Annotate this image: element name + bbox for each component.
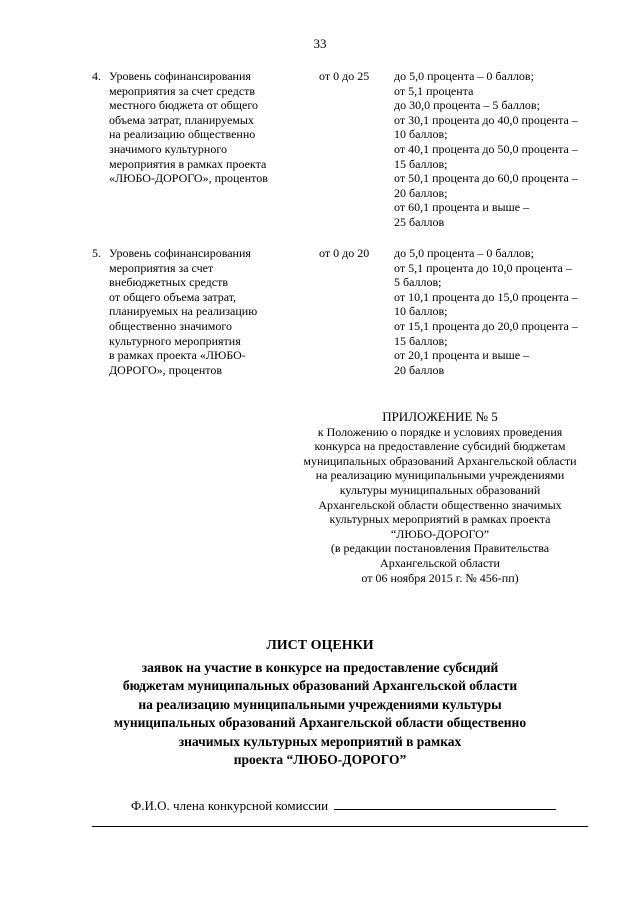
score-line: от 40,1 процента до 50,0 процента – [394,141,578,156]
appendix-line: “ЛЮБО-ДОРОГО” [390,526,490,541]
score-line: 20 баллов; [394,185,448,200]
text-line: от общего объема затрат, [109,289,237,304]
score-line: 5 баллов; [394,275,442,290]
text-line: значимого культурного [109,141,227,156]
sheet-subtitle [0,659,640,769]
text-line: мероприятия за счет [109,260,214,275]
text-line: мероприятия за счет средств [109,83,256,98]
text-line: культурного мероприятия [109,333,241,348]
text-line: «ЛЮБО-ДОРОГО», процентов [109,171,268,186]
score-line: от 10,1 процента до 15,0 процента – [394,289,578,304]
subtitle-line: на реализацию муниципальными учреждениями культуры [138,696,502,712]
text-line: внебюджетных средств [109,275,229,290]
score-line: от 20,1 процента и выше – [394,348,530,363]
text-line: на реализацию общественно [109,127,256,142]
subtitle-line: проекта “ЛЮБО-ДОРОГО” [233,752,407,768]
criterion-scores [394,69,614,230]
appendix-line: культуры муниципальных образований [339,482,541,497]
subtitle-line: значимых культурных мероприятий в рамках [178,733,462,749]
subtitle-line: муниципальных образований Архангельской области общественно [113,715,527,731]
text-line: общественно значимого [109,318,232,333]
score-line: 25 баллов [394,214,445,229]
criterion-description [109,69,314,186]
score-line: от 15,1 процента до 20,0 процента – [394,318,578,333]
score-line: от 30,1 процента до 40,0 процента – [394,112,578,127]
score-line: до 30,0 процента – 5 баллов; [394,98,540,113]
criterion-description [109,246,314,377]
text-line: Уровень софинансирования [109,69,251,83]
text-line: в рамках проекта «ЛЮБО- [109,348,246,363]
commission-member-field [131,797,556,814]
appendix-line: от 06 ноября 2015 г. № 456-пп) [361,570,519,585]
score-line: от 50,1 процента до 60,0 процента – [394,171,578,186]
appendix-line: муниципальных образований Архангельской области [303,453,577,468]
appendix-line: Архангельской области общественно значимых [318,497,562,512]
text-line: мероприятия в рамках проекта [109,156,267,171]
score-line: 15 баллов; [394,156,448,171]
criterion-range: от 0 до 25 [319,69,370,83]
score-line: 15 баллов; [394,333,448,348]
appendix-line: Архангельской области [380,555,500,570]
appendix-line: к Положению о порядке и условиях проведения [317,424,563,439]
horizontal-rule [92,826,588,827]
appendix-title: ПРИЛОЖЕНИЕ № 5 [382,409,498,424]
text-line: ДОРОГО», процентов [109,362,222,377]
appendix-line: культурных мероприятий в рамках проекта [329,512,551,527]
appendix-line: на реализацию муниципальными учреждениями [315,468,565,483]
score-line: от 5,1 процента до 10,0 процента – [394,260,572,275]
text-line: планируемых на реализацию [109,304,258,319]
subtitle-line: заявок на участие в конкурсе на предоставление субсидий [141,660,499,675]
appendix-line: (в редакции постановления Правительства [330,541,550,556]
criterion-scores [394,246,614,377]
score-line: 10 баллов; [394,127,448,142]
criterion-number: 4. [92,69,101,83]
score-line: от 5,1 процента [394,83,474,98]
criterion-number: 5. [92,246,101,260]
commission-label: Ф.И.О. члена конкурсной комиссии [131,798,329,813]
page-number: 33 [313,36,327,51]
text-line: объема затрат, планируемых [109,112,254,127]
score-line: 10 баллов; [394,304,448,319]
text-line: Уровень софинансирования [109,246,251,260]
subtitle-line: бюджетам муниципальных образований Архангельской области [122,678,518,694]
criterion-range: от 0 до 20 [319,246,370,260]
name-blank-line [334,797,556,810]
appendix-block [280,410,600,585]
score-line: от 60,1 процента и выше – [394,200,530,215]
score-line: до 5,0 процента – 0 баллов; [394,246,534,260]
text-line: местного бюджета от общего [109,98,258,113]
appendix-line: конкурса на предоставление субсидий бюджетам [314,439,566,454]
sheet-title: ЛИСТ ОЦЕНКИ [266,638,374,653]
score-line: до 5,0 процента – 0 баллов; [394,69,534,83]
score-line: 20 баллов [394,362,445,377]
